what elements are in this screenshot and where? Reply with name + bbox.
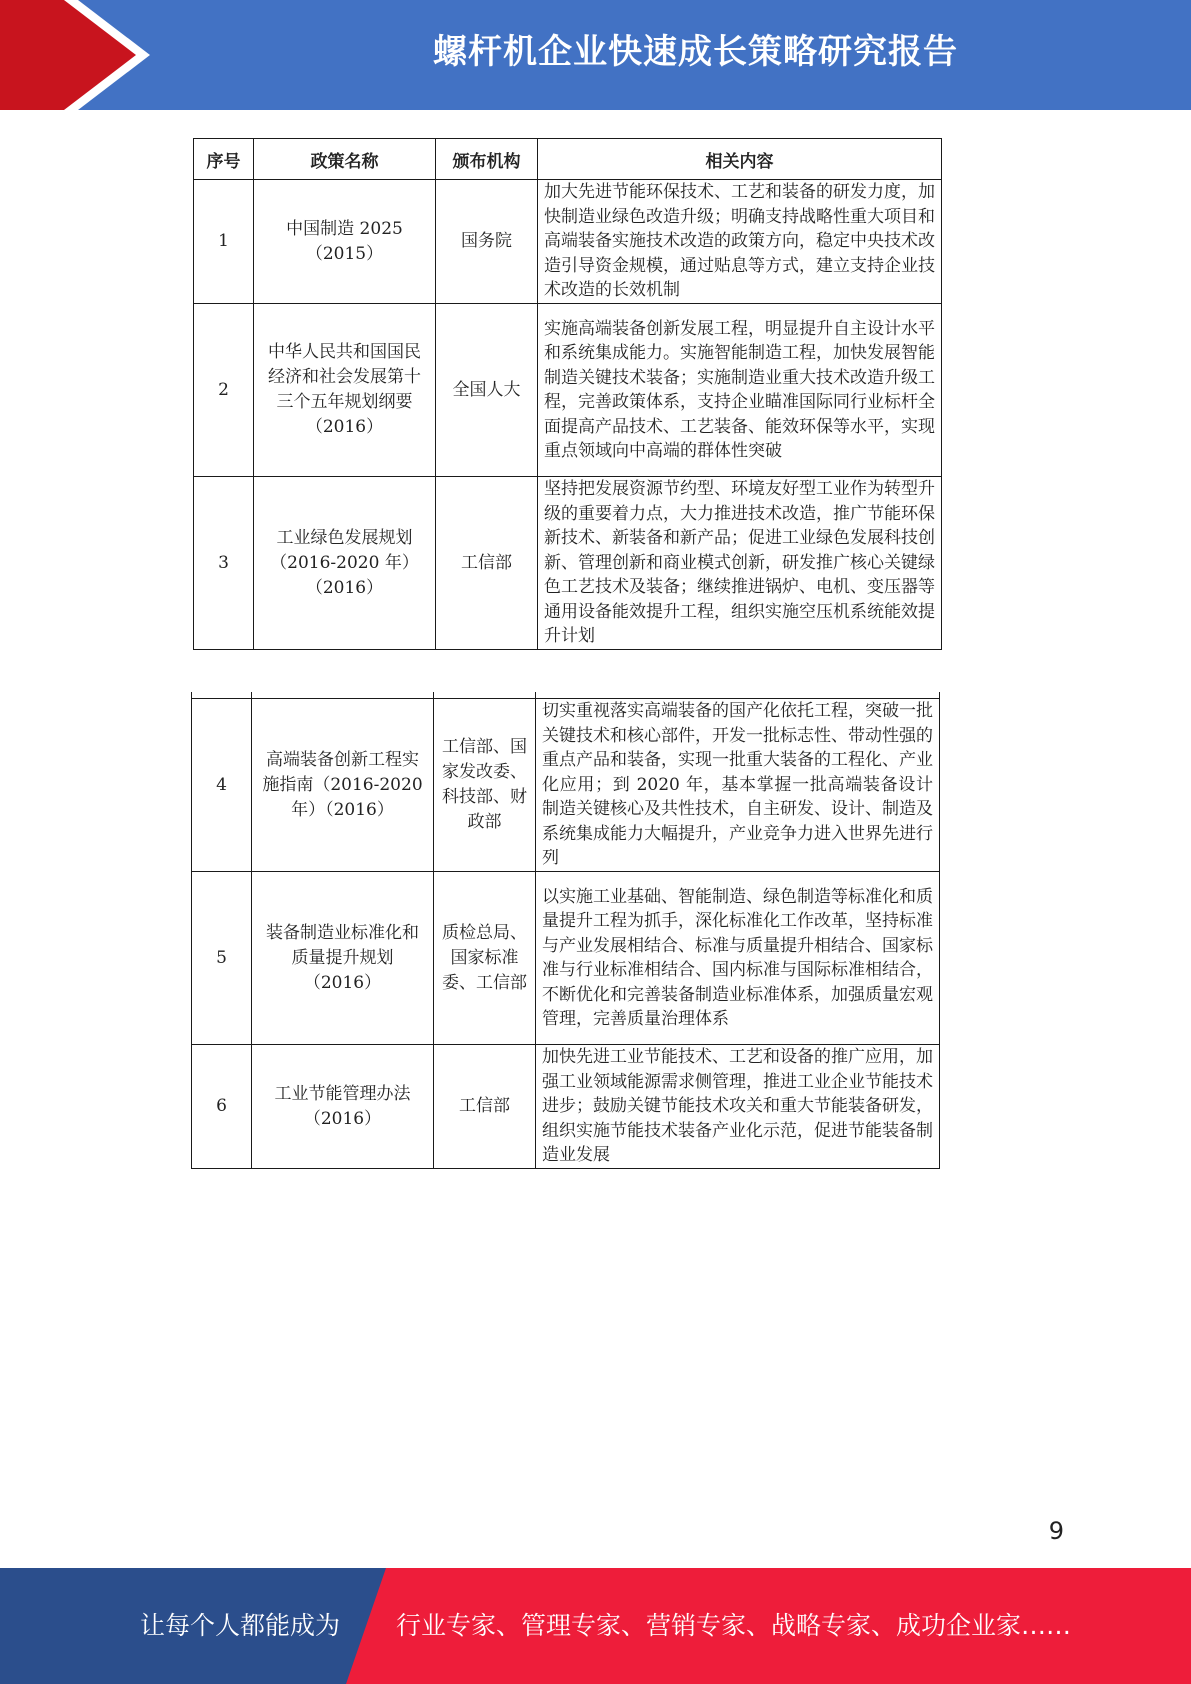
report-title: 螺杆机企业快速成长策略研究报告 <box>433 32 958 72</box>
policy-content: 加快先进工业节能技术、工艺和设备的推广应用，加强工业领域能源需求侧管理，推进工业企业节能技术进步；鼓励关键节能技术攻关和重大节能装备研发，组织实施节能技术装备产业化示范，促进节能装备制造业发展 <box>536 1045 940 1169</box>
col-header-issuer: 颁布机构 <box>436 139 538 180</box>
footer-slogan-right: 行业专家、管理专家、营销专家、战略专家、成功企业家…… <box>396 1611 1072 1640</box>
row-number: 5 <box>192 872 252 1045</box>
header-chevron-icon <box>0 0 150 110</box>
footer-banner <box>0 1568 1191 1684</box>
policy-name: 中华人民共和国国民经济和社会发展第十三个五年规划纲要（2016） <box>254 304 436 477</box>
col-header-content: 相关内容 <box>538 139 942 180</box>
issuing-body: 质检总局、国家标准委、工信部 <box>434 872 536 1045</box>
policy-name: 工业节能管理办法（2016） <box>252 1045 434 1169</box>
policy-content: 加大先进节能环保技术、工艺和装备的研发力度，加快制造业绿色改造升级；明确支持战略性重大项目和高端装备实施技术改造的政策方向，稳定中央技术改造引导资金规模，通过贴息等方式，建立支持企业技术改造的长效机制 <box>538 180 942 304</box>
policy-name: 装备制造业标准化和质量提升规划（2016） <box>252 872 434 1045</box>
row-number: 4 <box>192 699 252 872</box>
table-row <box>192 872 940 1045</box>
policy-content: 坚持把发展资源节约型、环境友好型工业作为转型升级的重要着力点，大力推进技术改造，推广节能环保新技术、新装备和新产品；促进工业绿色发展科技创新、管理创新和商业模式创新，研发推广核心关键绿色工艺技术及装备；继续推进锅炉、电机、变压器等通用设备能效提升工程，组织实施空压机系统能效提升计划 <box>538 477 942 650</box>
policy-content: 切实重视落实高端装备的国产化依托工程，突破一批关键技术和核心部件，开发一批标志性、带动性强的重点产品和装备，实现一批重大装备的工程化、产业化应用；到 2020 年，基本掌握一批高端装备设计制造关键核心及共性技术，自主研发、设计、制造及系统集成能力大幅提升，产业竞争力进入世界先进行列 <box>536 699 940 872</box>
table-row <box>194 180 942 304</box>
policy-table-part-1 <box>193 138 942 650</box>
policy-content: 实施高端装备创新发展工程，明显提升自主设计水平和系统集成能力。实施智能制造工程，加快发展智能制造关键技术装备；实施制造业重大技术改造升级工程，完善政策体系，支持企业瞄准国际同行业标杆全面提高产品技术、工艺装备、能效环保等水平，实现重点领域向中高端的群体性突破 <box>538 304 942 477</box>
policy-table-part-2 <box>191 692 940 1169</box>
table-row <box>192 1045 940 1169</box>
issuing-body: 工信部 <box>436 477 538 650</box>
row-number: 3 <box>194 477 254 650</box>
row-number: 6 <box>192 1045 252 1169</box>
policy-name: 工业绿色发展规划（2016-2020 年）（2016） <box>254 477 436 650</box>
table-header-row <box>194 139 942 180</box>
policy-content: 以实施工业基础、智能制造、绿色制造等标准化和质量提升工程为抓手，深化标准化工作改革，坚持标准与产业发展相结合、标准与质量提升相结合、国家标准与行业标准相结合、国内标准与国际标准相结合，不断优化和完善装备制造业标准体系，加强质量宏观管理，完善质量治理体系 <box>536 872 940 1045</box>
row-number: 2 <box>194 304 254 477</box>
table-row <box>194 304 942 477</box>
col-header-policy-name: 政策名称 <box>254 139 436 180</box>
issuing-body: 国务院 <box>436 180 538 304</box>
policy-name: 高端装备创新工程实施指南（2016-2020 年）（2016） <box>252 699 434 872</box>
issuing-body: 工信部 <box>434 1045 536 1169</box>
issuing-body: 全国人大 <box>436 304 538 477</box>
row-number: 1 <box>194 180 254 304</box>
table-row <box>192 699 940 872</box>
issuing-body: 工信部、国家发改委、科技部、财政部 <box>434 699 536 872</box>
col-header-number: 序号 <box>194 139 254 180</box>
table-row <box>194 477 942 650</box>
header-bar <box>0 0 1191 110</box>
page-number: 9 <box>1048 1517 1064 1545</box>
policy-name: 中国制造 2025（2015） <box>254 180 436 304</box>
footer-slogan-left: 让每个人都能成为 <box>140 1611 341 1640</box>
